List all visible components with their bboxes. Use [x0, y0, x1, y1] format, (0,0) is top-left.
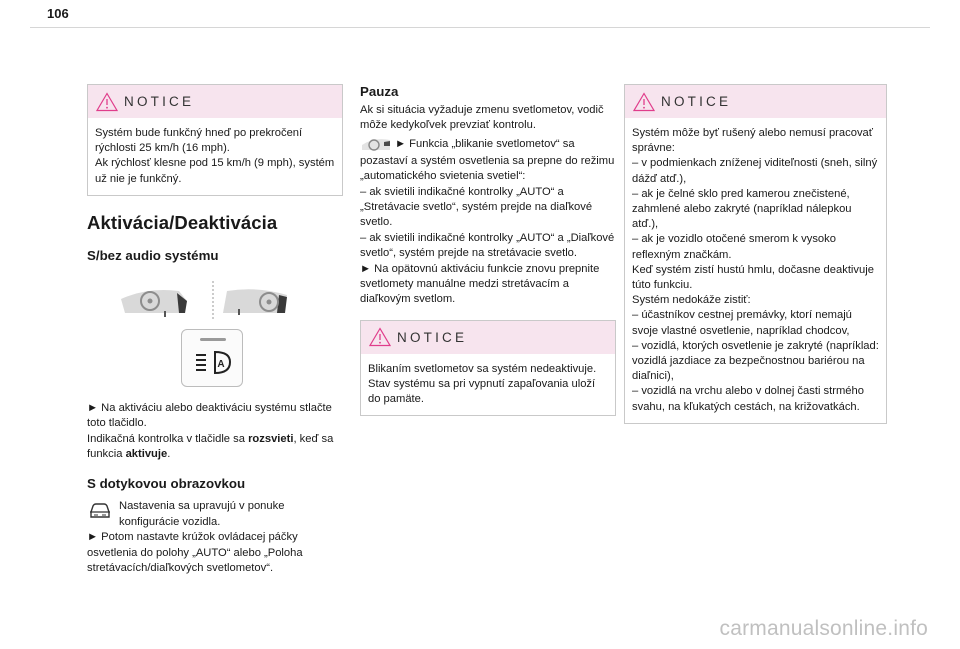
notice-line: Ak rýchlosť klesne pod 15 km/h (9 mph), systém už nie je funkčný.	[95, 157, 335, 185]
notice-header	[88, 85, 342, 118]
notice-title: NOTICE	[397, 329, 468, 345]
audio-step: ► Na aktiváciu alebo deaktiváciu systému stlačte toto tlačidlo.	[87, 401, 332, 430]
pause-text	[360, 103, 616, 308]
text-run: Indikačná kontrolka v tlačidle sa	[87, 432, 249, 445]
notice-line: Systém nedokáže zistiť:	[632, 294, 751, 307]
notice-line: Blikaním svetlometov sa systém nedeaktivuje.	[368, 362, 597, 375]
section-heading: Aktivácia/Deaktivácia	[87, 211, 278, 233]
notice-title: NOTICE	[124, 94, 195, 109]
audio-instructions	[87, 401, 343, 463]
notice-header	[625, 85, 886, 118]
notice-line: Keď systém zistí hustú hmlu, dočasne deaktivuje túto funkciu.	[632, 263, 874, 292]
subsection-heading-pause: Pauza	[360, 84, 399, 99]
page-number: 106	[47, 6, 69, 21]
text-bold-run: rozsvieti	[248, 432, 294, 445]
text-bold-run: aktivuje	[125, 448, 168, 461]
notice-line: Systém bude funkčný hneď po prekročení rýchlosti 25 km/h (16 mph).	[95, 127, 303, 155]
subsection-heading-audio: S/bez audio systému	[87, 247, 219, 263]
column-3	[624, 84, 887, 424]
car-menu-icon	[87, 499, 113, 521]
notice-line: – ak je vozidlo otočené smerom k vysoko reflexným značkám.	[632, 233, 836, 261]
dashboard-illustration	[87, 277, 343, 323]
header-rule	[30, 27, 930, 28]
auto-high-beam-button	[181, 329, 243, 387]
column-1	[87, 84, 343, 576]
notice-line: – ak je čelné sklo pred kamerou znečistené, zahmlené alebo zakryté (napríklad nálepkou atď.),	[632, 187, 852, 231]
pause-line: ► Na opätovnú aktiváciu funkcie znovu prepnite svetlomety manuálne medzi stretávacím a diaľkovým svetlom.	[360, 262, 600, 306]
notice-line: Stav systému sa pri vypnutí zapaľovania uloží do pamäte.	[368, 378, 596, 406]
notice-header	[361, 321, 615, 354]
touch-step: ► Potom nastavte krúžok ovládacej páčky osvetlenia do polohy „AUTO“ alebo „Poloha stretávacích/diaľkových svetlometov“.	[87, 531, 303, 575]
watermark: carmanualsonline.info	[719, 617, 928, 640]
pause-line	[360, 134, 616, 185]
text-run: ► Funkcia „blikanie svetlometov“ sa pozastaví a systém osvetlenia sa prepne do režimu „automatického svietenia svetiel“:	[360, 137, 615, 183]
warning-triangle-icon	[633, 92, 655, 112]
notice-line: – vozidlá na vrchu alebo v dolnej časti strmého svahu, na kľukatých cestách, na križovatkách.	[632, 385, 864, 413]
notice-title: NOTICE	[661, 94, 732, 109]
warning-triangle-icon	[369, 327, 391, 347]
notice-body	[625, 118, 886, 423]
notice-box	[87, 84, 343, 196]
notice-line: – vozidlá, ktorých osvetlenie je zakryté (napríklad: vozidlá jazdiace za bezpečnostnou bariérou na diaľnici),	[632, 339, 879, 383]
notice-line: – účastníkov cestnej premávky, ktorí nemajú svoje vlastné osvetlenie, napríklad chodcov,	[632, 309, 852, 337]
pause-line: Ak si situácia vyžaduje zmenu svetlometov, vodič môže kedykoľvek prevziať kontrolu.	[360, 104, 604, 132]
notice-body	[88, 118, 342, 195]
warning-triangle-icon	[96, 92, 118, 112]
pause-line: – ak svietili indikačné kontrolky „AUTO“ a „Diaľkové svetlo“, systém prejde na stretávacie svetlo.	[360, 231, 615, 260]
notice-body	[361, 354, 615, 416]
steering-wheel-icon	[117, 277, 287, 323]
notice-box	[624, 84, 887, 424]
menu-line	[87, 499, 343, 530]
subsection-heading-touch: S dotykovou obrazovkou	[87, 476, 246, 492]
notice-line: – v podmienkach zníženej viditeľnosti (sneh, silný dážď atď.),	[632, 157, 878, 185]
pause-line: – ak svietili indikačné kontrolky „AUTO“ a „Stretávacie svetlo“, systém prejde na diaľkové svetlo.	[360, 185, 593, 229]
steering-wheel-icon	[360, 134, 392, 154]
touch-menu-text: Nastavenia sa upravujú v ponuke konfigurácie vozidla.	[119, 500, 285, 528]
column-2	[360, 84, 616, 416]
svg-text:A: A	[217, 358, 225, 370]
text-run: .	[167, 448, 171, 461]
touch-instructions	[87, 499, 343, 576]
text-run: , keď sa funkcia	[87, 432, 334, 461]
auto-high-beam-icon	[182, 330, 244, 388]
notice-box	[360, 320, 616, 417]
audio-indicator-text	[87, 432, 343, 463]
notice-line: Systém môže byť rušený alebo nemusí pracovať správne:	[632, 127, 873, 155]
